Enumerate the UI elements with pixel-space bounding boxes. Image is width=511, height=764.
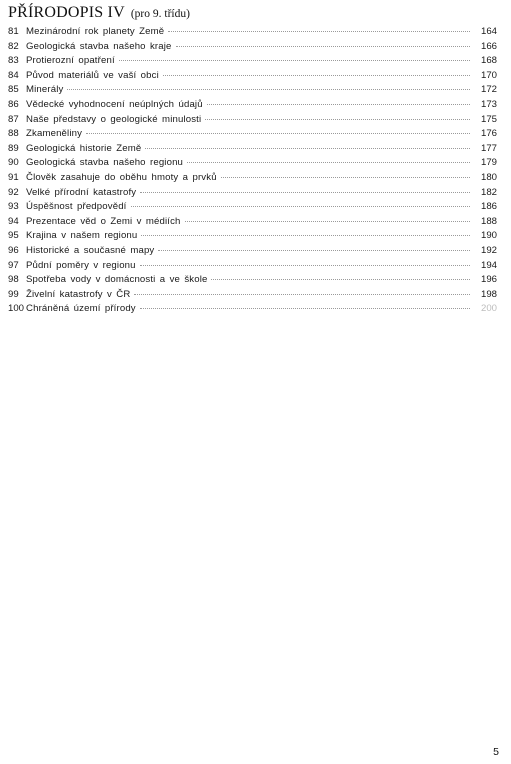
- dot-leader: [163, 74, 470, 76]
- toc-entry: [8, 156, 497, 171]
- toc-entry: [8, 127, 497, 142]
- toc-entry: [8, 54, 497, 69]
- toc-entry-title: Velké přírodní katastrofy: [26, 186, 137, 198]
- toc-entry-number: 95: [8, 230, 19, 242]
- toc-entry: [8, 200, 497, 215]
- toc-entry-page: 177: [480, 142, 497, 154]
- toc-entry-title: Geologická historie Země: [26, 142, 142, 154]
- toc-entry-page: 168: [480, 55, 497, 67]
- toc-entry: [8, 186, 497, 201]
- toc-entry: [8, 113, 497, 128]
- toc-entry-number: 89: [8, 142, 19, 154]
- toc-entry-title: Mezinárodní rok planety Země: [26, 26, 165, 37]
- toc-entry: [8, 215, 497, 230]
- toc-entry-title: Geologická stavba našeho kraje: [26, 40, 172, 52]
- dot-leader: [140, 191, 470, 193]
- dot-leader: [67, 88, 470, 90]
- toc-entry-page: 198: [480, 288, 497, 300]
- toc-entry: [8, 302, 497, 317]
- dot-leader: [86, 132, 470, 134]
- toc-entry-number: 92: [8, 186, 19, 198]
- toc-entry-page: 188: [480, 215, 497, 227]
- dot-leader: [140, 307, 470, 309]
- toc-entry-page: 164: [480, 26, 497, 37]
- toc-entry-page: 192: [480, 244, 497, 256]
- dot-leader: [158, 249, 470, 251]
- toc-entry: [8, 288, 497, 303]
- dot-leader: [141, 234, 470, 236]
- heading-subtitle: (pro 9. třídu): [130, 8, 190, 20]
- dot-leader: [205, 118, 470, 120]
- toc-entry: [8, 244, 497, 259]
- toc-entry-number: 100: [8, 303, 25, 315]
- toc-entry: [8, 83, 497, 98]
- toc-entry-page: 172: [480, 84, 497, 96]
- toc-entry-number: 96: [8, 244, 19, 256]
- toc-entry-page: 196: [480, 274, 497, 286]
- toc-entry-number: 98: [8, 274, 19, 286]
- toc-entry-page: 173: [480, 98, 497, 110]
- toc-entry: [8, 142, 497, 157]
- toc-entry: [8, 259, 497, 274]
- toc-entry-number: 83: [8, 55, 19, 67]
- toc-entry-number: 94: [8, 215, 19, 227]
- dot-leader: [140, 264, 470, 266]
- toc-entry: [8, 273, 497, 288]
- toc-entry-title: Historické a současné mapy: [26, 244, 155, 256]
- dot-leader: [185, 220, 470, 222]
- toc-entry-number: 87: [8, 113, 19, 125]
- toc-entry: [8, 229, 497, 244]
- toc-entry-page: 194: [480, 259, 497, 271]
- toc-entry-page: 176: [480, 128, 497, 140]
- heading-title: PŘÍRODOPIS IV: [8, 4, 125, 21]
- dot-leader: [211, 278, 470, 280]
- toc-entry-number: 88: [8, 128, 19, 140]
- toc-entry-title: Chráněná území přírody: [26, 303, 136, 315]
- toc-entry-page: 166: [480, 40, 497, 52]
- toc-entry-page: 186: [480, 201, 497, 213]
- toc-entry-number: 90: [8, 157, 19, 169]
- toc-entry-title: Živelní katastrofy v ČR: [26, 288, 131, 300]
- dot-leader: [187, 161, 470, 163]
- toc-entry-title: Protierozní opatření: [26, 55, 115, 67]
- toc-entry-number: 84: [8, 69, 19, 81]
- toc-entry: [8, 171, 497, 186]
- dot-leader: [119, 59, 470, 61]
- toc-entry-title: Vědecké vyhodnocení neúplných údajů: [26, 98, 203, 110]
- toc-entry-page: 200: [480, 303, 497, 315]
- table-of-contents: [8, 25, 497, 317]
- toc-entry-title: Půdní poměry v regionu: [26, 259, 136, 271]
- toc-entry-title: Geologická stavba našeho regionu: [26, 157, 184, 169]
- toc-entry-title: Zkameněliny: [26, 128, 83, 140]
- toc-entry-page: 190: [480, 230, 497, 242]
- section-heading: [8, 4, 190, 22]
- toc-entry: [8, 69, 497, 84]
- dot-leader: [176, 45, 470, 47]
- dot-leader: [131, 205, 471, 207]
- toc-entry-title: Prezentace věd o Zemi v médiích: [26, 215, 181, 227]
- toc-entry-number: 93: [8, 201, 19, 213]
- toc-entry-title: Původ materiálů ve vaší obci: [26, 69, 159, 81]
- toc-entry-page: 180: [480, 171, 497, 183]
- toc-entry: [8, 98, 497, 113]
- toc-entry-number: 85: [8, 84, 19, 96]
- dot-leader: [221, 176, 470, 178]
- toc-entry-title: Úspěšnost předpovědí: [26, 201, 127, 213]
- toc-entry-page: 175: [480, 113, 497, 125]
- dot-leader: [207, 103, 470, 105]
- toc-entry-title: Člověk zasahuje do oběhu hmoty a prvků: [26, 171, 217, 183]
- toc-entry-number: 86: [8, 98, 19, 110]
- toc-entry-title: Naše představy o geologické minulosti: [26, 113, 202, 125]
- toc-entry-number: 97: [8, 259, 19, 271]
- toc-entry-title: Minerály: [26, 84, 64, 96]
- dot-leader: [145, 147, 470, 149]
- toc-entry-page: 182: [480, 186, 497, 198]
- toc-entry-title: Spotřeba vody v domácnosti a ve škole: [26, 274, 208, 286]
- toc-entry-page: 179: [480, 157, 497, 169]
- toc-entry: [8, 40, 497, 55]
- dot-leader: [134, 293, 470, 295]
- toc-entry-number: 81: [8, 26, 19, 37]
- dot-leader: [168, 30, 470, 32]
- page-number: 5: [493, 746, 499, 758]
- toc-entry-number: 99: [8, 288, 19, 300]
- toc-entry-title: Krajina v našem regionu: [26, 230, 138, 242]
- toc-entry-number: 91: [8, 171, 19, 183]
- toc-entry: [8, 25, 497, 40]
- toc-entry-page: 170: [480, 69, 497, 81]
- toc-entry-number: 82: [8, 40, 19, 52]
